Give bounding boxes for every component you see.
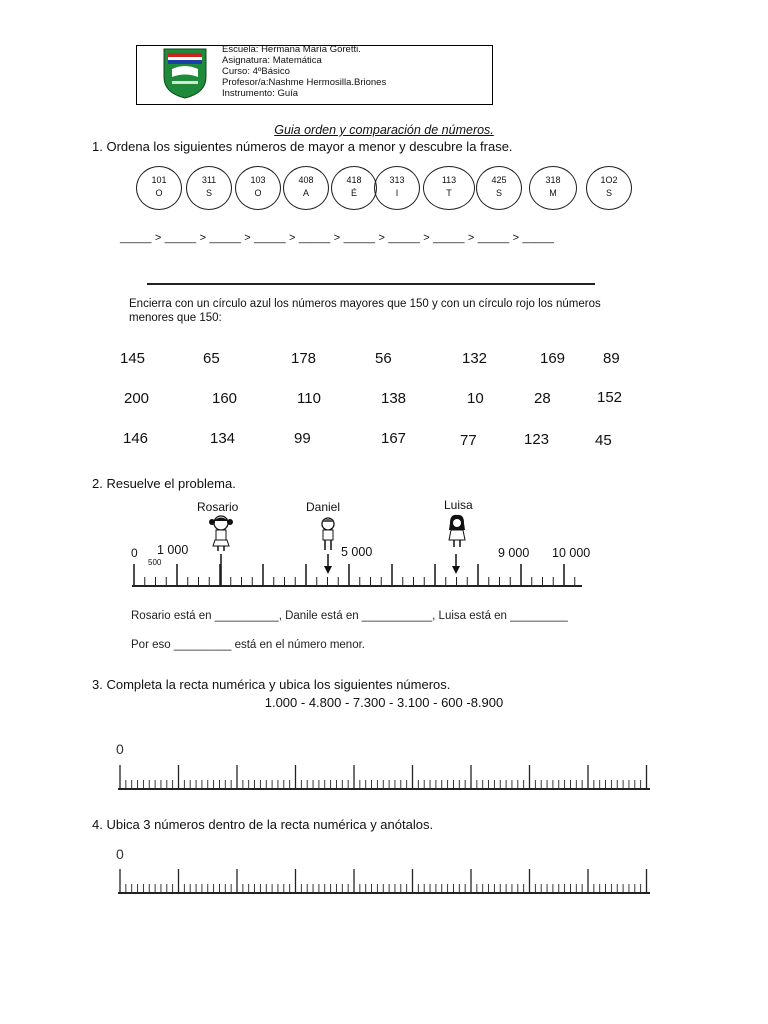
- circle-task-line2: menores que 150:: [129, 312, 222, 324]
- instrument: Instrumento: Guía: [222, 88, 299, 99]
- teacher: Profesor/a:Nashme Hermosilla.Briones: [222, 77, 387, 88]
- number-circle: 1O2 S: [586, 166, 632, 210]
- grid-number[interactable]: 28: [534, 390, 551, 407]
- number-circle: 113 T: [423, 166, 475, 210]
- grid-number[interactable]: 77: [460, 432, 477, 449]
- grid-number[interactable]: 56: [375, 350, 392, 367]
- number-line-q3[interactable]: [116, 760, 654, 792]
- subject: Asignatura: Matemática: [222, 55, 322, 66]
- grid-number[interactable]: 132: [462, 350, 488, 367]
- page-title: Guia orden y comparación de números.: [274, 123, 494, 137]
- grid-number[interactable]: 89: [603, 350, 620, 367]
- name-luisa: Luisa: [444, 498, 473, 512]
- number-circle: 408 A: [283, 166, 329, 210]
- grid-number[interactable]: 65: [203, 350, 220, 367]
- grid-number[interactable]: 99: [294, 430, 311, 447]
- number-circle: 101 O: [136, 166, 182, 210]
- label-zero: 0: [131, 546, 138, 560]
- luisa-figure-icon: [445, 514, 469, 548]
- course: Curso: 4ºBásico: [222, 66, 290, 77]
- number-circle: 313 I: [374, 166, 420, 210]
- q1-prompt: 1. Ordena los siguientes números de mayor a menor y descubre la frase.: [92, 139, 513, 154]
- grid-number[interactable]: 138: [381, 390, 407, 407]
- grid-number[interactable]: 200: [124, 390, 150, 407]
- grid-number[interactable]: 45: [595, 432, 612, 449]
- grid-number[interactable]: 146: [123, 430, 149, 447]
- number-circle: 103 O: [235, 166, 281, 210]
- grid-number[interactable]: 123: [524, 431, 550, 448]
- name-daniel: Daniel: [306, 500, 341, 514]
- q3-prompt: 3. Completa la recta numérica y ubica los siguientes números.: [92, 677, 451, 692]
- circle-task-line1: Encierra con un círculo azul los números mayores que 150 y con un círculo rojo los números: [129, 298, 601, 310]
- grid-number[interactable]: 178: [291, 350, 317, 367]
- grid-number[interactable]: 145: [120, 350, 146, 367]
- grid-number[interactable]: 169: [540, 350, 566, 367]
- grid-number[interactable]: 134: [210, 430, 236, 447]
- label-500: 500: [148, 558, 162, 567]
- q4-prompt: 4. Ubica 3 números dentro de la recta numérica y anótalos.: [92, 817, 434, 832]
- q3-numbers: 1.000 - 4.800 - 7.300 - 3.100 - 600 -8.900: [264, 695, 504, 710]
- number-circle: 318 M: [529, 166, 577, 210]
- number-line-q4[interactable]: [116, 864, 654, 896]
- name-rosario: Rosario: [197, 500, 239, 514]
- number-line-problem: [128, 550, 588, 594]
- rosario-figure-icon: [208, 514, 234, 552]
- grid-number[interactable]: 160: [212, 390, 238, 407]
- answer-line[interactable]: [147, 283, 595, 285]
- number-circle: 311 S: [186, 166, 232, 210]
- q2-prompt: 2. Resuelve el problema.: [92, 476, 236, 491]
- school-logo: [162, 47, 208, 99]
- label-9000: 9 000: [498, 546, 530, 560]
- label-5000: 5 000: [341, 545, 373, 559]
- label-1000: 1 000: [157, 543, 189, 557]
- school-name: Escuela: Hermana María Goretti.: [222, 44, 361, 55]
- grid-number[interactable]: 110: [297, 390, 321, 407]
- q3-zero-label: 0: [116, 741, 124, 757]
- number-circle: 425 S: [476, 166, 522, 210]
- order-blanks[interactable]: _____ > _____ > _____ > _____ > _____ > _____ > _____ > _____ > _____ > _____: [120, 232, 555, 244]
- q4-zero-label: 0: [116, 846, 124, 862]
- grid-number[interactable]: 10: [467, 390, 484, 407]
- sentence-positions[interactable]: Rosario está en __________, Danile está en ___________, Luisa está en _________: [131, 610, 568, 622]
- grid-number[interactable]: 167: [381, 430, 407, 447]
- sentence-smallest[interactable]: Por eso _________ está en el número menor.: [131, 639, 365, 651]
- number-circle: 418 É: [331, 166, 377, 210]
- grid-number[interactable]: 152: [597, 389, 623, 406]
- daniel-figure-icon: [317, 516, 339, 552]
- label-10000: 10 000: [552, 546, 591, 560]
